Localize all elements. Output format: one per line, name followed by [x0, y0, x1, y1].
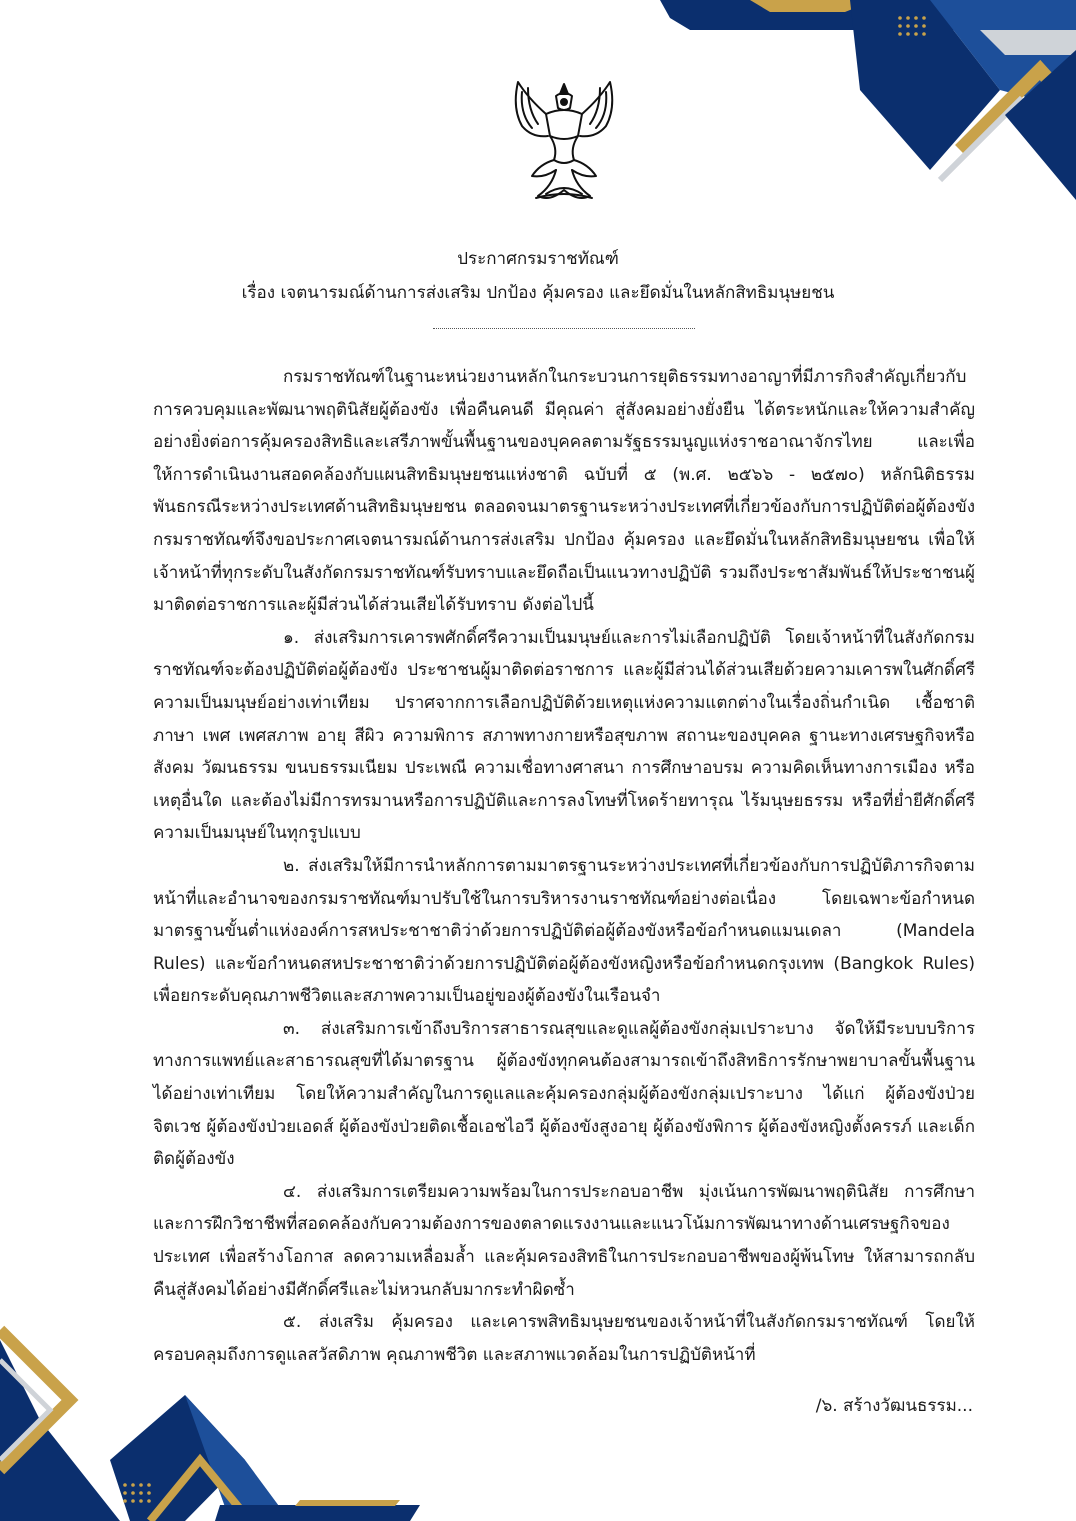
navy-corner — [0, 1340, 120, 1521]
clause-3-paragraph: ๓. ส่งเสริมการเข้าถึงบริการสาธารณสุขและดูแลผู้ต้องขังกลุ่มเปราะบาง จัดให้มีระบบบริการทางการแพทย์และสาธารณสุขที่ได้มาตรฐาน ผู้ต้องขังทุกคนต้องสามารถเข้าถึงสิทธิการรักษาพยาบาลขั้นพื้นฐานได้อย่างเท่าเทียม โดยให้ความสำคัญในการดูแลและคุ้มครองกลุ่มผู้ต้องขังกลุ่มเปราะบาง ได้แก่ ผู้ต้องขังป่วยจิตเวช ผู้ต้องขังป่วยเอดส์ ผู้ต้องขังป่วยติดเชื้อเอชไอวี ผู้ต้องขังสูงอายุ ผู้ต้องขังพิการ ผู้ต้องขังหญิงตั้งครรภ์ และเด็กติดผู้ต้องขัง — [153, 1018, 975, 1170]
announcement-body — [153, 361, 975, 1371]
gold-band — [295, 1500, 400, 1506]
announcement-subject: เรื่อง เจตนารมณ์ด้านการส่งเสริม ปกป้อง คุ้มครอง และยึดมั่นในหลักสิทธิมนุษยชน — [241, 283, 835, 303]
continuation-note: /๖. สร้างวัฒนธรรม... — [815, 1396, 973, 1416]
clause-4-paragraph: ๔. ส่งเสริมการเตรียมความพร้อมในการประกอบอาชีพ มุ่งเน้นการพัฒนาพฤตินิสัย การศึกษาและการฝึกวิชาชีพที่สอดคล้องกับความต้องการของตลาดแรงงานและแนวโน้มการพัฒนาทางด้านเศรษฐกิจของประเทศ เพื่อสร้างโอกาส ลดความเหลื่อมล้ำ และคุ้มครองสิทธิในการประกอบอาชีพของผู้พ้นโทษ ให้สามารถกลับคืนสู่สังคมได้อย่างมีศักดิ์ศรีและไม่หวนกลับมากระทำผิดซ้ำ — [153, 1181, 975, 1300]
intro-paragraph: กรมราชทัณฑ์ในฐานะหน่วยงานหลักในกระบวนการยุติธรรมทางอาญาที่มีภารกิจสำคัญเกี่ยวกับการควบคุมและพัฒนาพฤตินิสัยผู้ต้องขัง เพื่อคืนคนดี มีคุณค่า สู่สังคมอย่างยั่งยืน ได้ตระหนักและให้ความสำคัญอย่างยิ่งต่อการคุ้มครองสิทธิและเสรีภาพขั้นพื้นฐานของบุคคลตามรัฐธรรมนูญแห่งราชอาณาจักรไทย และเพื่อให้การดำเนินงานสอดคล้องกับแผนสิทธิมนุษยชนแห่งชาติ ฉบับที่ ๕ (พ.ศ. ๒๕๖๖ - ๒๕๗๐) หลักนิติธรรม พันธกรณีระหว่างประเทศด้านสิทธิมนุษยชน ตลอดจนมาตรฐานระหว่างประเทศที่เกี่ยวข้องกับการปฏิบัติต่อผู้ต้องขัง กรมราชทัณฑ์จึงขอประกาศเจตนารมณ์ด้านการส่งเสริม ปกป้อง คุ้มครอง และยึดมั่นในหลักสิทธิมนุษยชน เพื่อให้เจ้าหน้าที่ทุกระดับในสังกัดกรมราชทัณฑ์รับทราบและยึดถือเป็นแนวทางปฏิบัติ รวมถึงประชาสัมพันธ์ให้ประชาชนผู้มาติดต่อราชการและผู้มีส่วนได้ส่วนเสียได้รับทราบ ดังต่อไปนี้ — [153, 367, 975, 616]
clause-5-paragraph: ๕. ส่งเสริม คุ้มครอง และเคารพสิทธิมนุษยชนของเจ้าหน้าที่ในสังกัดกรมราชทัณฑ์ โดยให้ครอบคลุมถึงการดูแลสวัสดิภาพ คุณภาพชีวิต และสภาพแวดล้อมในการปฏิบัติหน้าที่ — [153, 1312, 975, 1365]
navy-band — [215, 1505, 420, 1521]
top-right-corner-decoration — [660, 0, 1076, 200]
announcement-title: ประกาศกรมราชทัณฑ์ — [457, 249, 619, 269]
clause-1-paragraph: ๑. ส่งเสริมการเคารพศักดิ์ศรีความเป็นมนุษย์และการไม่เลือกปฏิบัติ โดยเจ้าหน้าที่ในสังกัดกรมราชทัณฑ์จะต้องปฏิบัติต่อผู้ต้องขัง ประชาชนผู้มาติดต่อราชการ และผู้มีส่วนได้ส่วนเสียด้วยความเคารพในศักดิ์ศรีความเป็นมนุษย์อย่างเท่าเทียม ปราศจากการเลือกปฏิบัติด้วยเหตุแห่งความแตกต่างในเรื่องถิ่นกำเนิด เชื้อชาติ ภาษา เพศ เพศสภาพ อายุ สีผิว ความพิการ สภาพทางกายหรือสุขภาพ สถานะของบุคคล ฐานะทางเศรษฐกิจหรือสังคม วัฒนธรรม ขนบธรรมเนียม ประเพณี ความเชื่อทางศาสนา การศึกษาอบรม ความคิดเห็นทางการเมือง หรือเหตุอื่นใด และต้องไม่มีการทรมานหรือการปฏิบัติและการลงโทษที่โหดร้ายทารุณ ไร้มนุษยธรรม หรือที่ย่ำยีศักดิ์ศรีความเป็นมนุษย์ในทุกรูปแบบ — [153, 627, 975, 844]
clause-2-paragraph: ๒. ส่งเสริมให้มีการนำหลักการตามมาตรฐานระหว่างประเทศที่เกี่ยวข้องกับการปฏิบัติภารกิจตามหน้าที่และอำนาจของกรมราชทัณฑ์มาปรับใช้ในการบริหารงานราชทัณฑ์อย่างต่อเนื่อง โดยเฉพาะข้อกำหนดมาตรฐานขั้นต่ำแห่งองค์การสหประชาชาติว่าด้วยการปฏิบัติต่อผู้ต้องขังหรือข้อกำหนดแมนเดลา (Mandela Rules) และข้อกำหนดสหประชาชาติว่าด้วยการปฏิบัติต่อผู้ต้องขังหญิงหรือข้อกำหนดกรุงเทพ (Bangkok Rules) เพื่อยกระดับคุณภาพชีวิตและสภาพความเป็นอยู่ของผู้ต้องขังในเรือนจำ — [153, 855, 975, 1007]
title-divider — [433, 328, 695, 329]
garuda-emblem-icon — [498, 78, 630, 206]
